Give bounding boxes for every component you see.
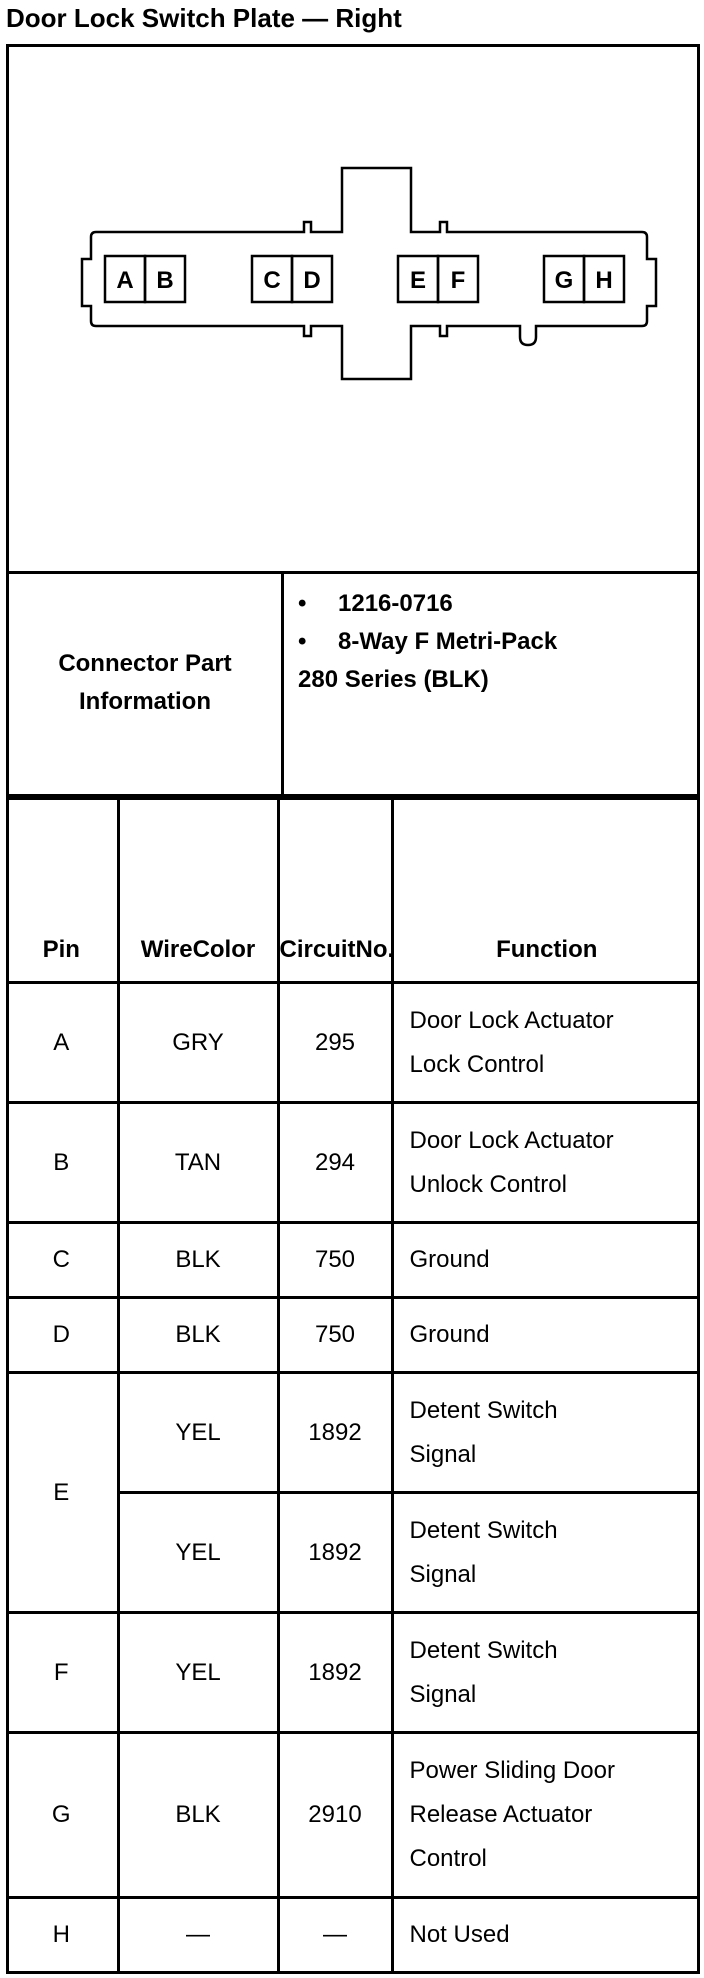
header-circuit-no: CircuitNo. [278, 799, 392, 983]
wire-color-cell: YEL [118, 1373, 278, 1493]
table-row [6, 1223, 700, 1298]
function-cell: Door Lock Actuator Lock Control [392, 983, 700, 1103]
pin-table [6, 797, 700, 1972]
function-cell: Power Sliding Door Release Actuator Control [392, 1733, 700, 1898]
pin-cell: D [6, 1298, 118, 1373]
circuit-cell: — [278, 1898, 392, 1972]
header-pin: Pin [6, 799, 118, 983]
connector-part-information [6, 571, 700, 797]
function-cell: Detent Switch Signal [392, 1373, 700, 1493]
table-row [6, 983, 700, 1103]
connector-diagram [6, 44, 700, 574]
table-row [6, 1298, 700, 1373]
wire-color-cell: YEL [118, 1493, 278, 1613]
pin-label-g: G [554, 267, 574, 294]
circuit-cell: 295 [278, 983, 392, 1103]
bullet-1: • [298, 590, 307, 617]
pin-cell: B [6, 1103, 118, 1223]
table-row [6, 1103, 700, 1223]
wire-color-cell: GRY [118, 983, 278, 1103]
connector-face-drawing [6, 44, 700, 574]
connector-info-values [298, 585, 688, 699]
function-cell: Detent Switch Signal [392, 1493, 700, 1613]
circuit-cell: 1892 [278, 1613, 392, 1733]
pin-label-a: A [116, 267, 134, 294]
pin-label-e: E [409, 267, 427, 294]
header-wire-color: WireColor [118, 799, 278, 983]
function-cell: Ground [392, 1223, 700, 1298]
description-line-1 [298, 623, 688, 661]
wire-color-cell: BLK [118, 1733, 278, 1898]
pin-cell: C [6, 1223, 118, 1298]
header-function: Function [392, 799, 700, 983]
table-row [6, 1898, 700, 1972]
circuit-cell: 1892 [278, 1373, 392, 1493]
circuit-cell: 1892 [278, 1493, 392, 1613]
wire-color-cell: YEL [118, 1613, 278, 1733]
wire-color-cell: BLK [118, 1223, 278, 1298]
pin-cell: E [6, 1373, 118, 1613]
pin-label-h: H [595, 267, 613, 294]
pin-cell: H [6, 1898, 118, 1972]
wire-color-cell: BLK [118, 1298, 278, 1373]
bullet-2: • [298, 628, 307, 655]
part-number: 1216-0716 [338, 590, 453, 617]
pin-label-f: F [450, 267, 466, 294]
description-text-1: 8-Way F Metri-Pack [338, 628, 558, 655]
pin-label-b: B [156, 267, 174, 294]
wire-color-cell: TAN [118, 1103, 278, 1223]
description-line-2: 280 Series (BLK) [298, 666, 489, 693]
pin-label-d: D [303, 267, 321, 294]
circuit-cell: 750 [278, 1223, 392, 1298]
pin-cell: A [6, 983, 118, 1103]
table-row [6, 1613, 700, 1733]
table-header-row [6, 799, 700, 983]
connector-info-label: Connector Part Information [9, 571, 284, 794]
function-cell: Not Used [392, 1898, 700, 1972]
function-cell: Door Lock Actuator Unlock Control [392, 1103, 700, 1223]
table-row [6, 1373, 700, 1493]
circuit-cell: 294 [278, 1103, 392, 1223]
pin-label-c: C [263, 267, 281, 294]
pin-cell: G [6, 1733, 118, 1898]
wire-color-cell: — [118, 1898, 278, 1972]
circuit-cell: 2910 [278, 1733, 392, 1898]
circuit-cell: 750 [278, 1298, 392, 1373]
function-cell: Ground [392, 1298, 700, 1373]
pin-cell: F [6, 1613, 118, 1733]
table-row [6, 1733, 700, 1898]
page-title: Door Lock Switch Plate — Right [6, 3, 402, 33]
part-number-line [298, 585, 688, 623]
function-cell: Detent Switch Signal [392, 1613, 700, 1733]
